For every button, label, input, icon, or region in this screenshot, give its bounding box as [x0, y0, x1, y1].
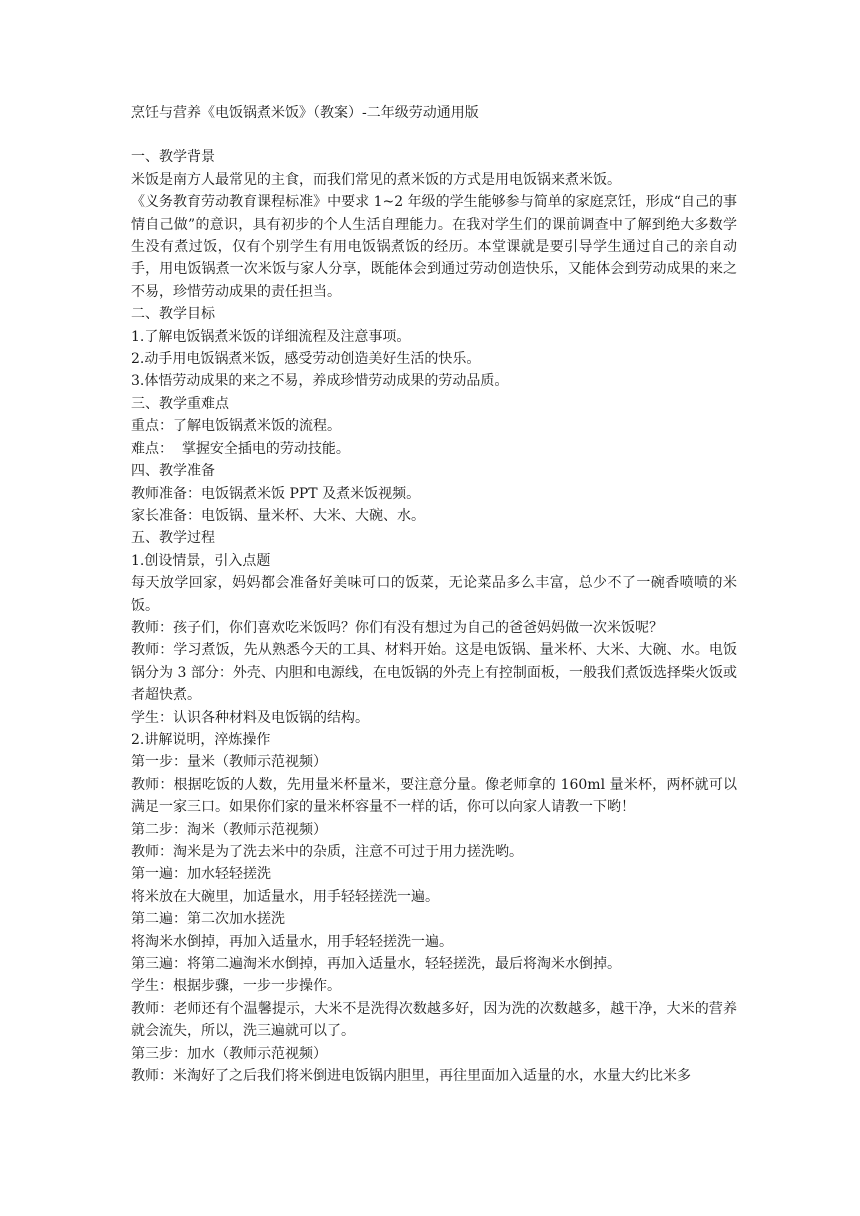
paragraph: 第二遍：第二次加水搓洗 — [131, 911, 285, 928]
list-item: 3.体悟劳动成果的来之不易，养成珍惜劳动成果的劳动品质。 — [131, 373, 509, 390]
paragraph: 教师：孩子们，你们喜欢吃米饭吗？你们有没有想过为自己的爸爸妈妈做一次米饭呢？ — [131, 619, 663, 636]
paragraph: 将淘米水倒掉，再加入适量水，用手轻轻搓洗一遍。 — [131, 933, 453, 950]
section-heading-key-points: 三、教学重难点 — [131, 395, 229, 412]
paragraph: 家长准备：电饭锅、量米杯、大米、大碗、水。 — [131, 507, 425, 524]
subheading: 1.创设情景，引入点题 — [131, 552, 271, 569]
paragraph: 每天放学回家，妈妈都会准备好美味可口的饭菜，无论菜品多么丰富，总少不了一碗香喷喷的米饭。 — [131, 575, 737, 614]
subheading: 2.讲解说明，淬炼操作 — [131, 731, 271, 748]
list-item: 2.动手用电饭锅煮米饭，感受劳动创造美好生活的快乐。 — [131, 351, 481, 368]
paragraph: 教师：米淘好了之后我们将米倒进电饭锅内胆里，再往里面加入适量的水，水量大约比米多 — [131, 1068, 691, 1085]
step-heading: 第一步：量米（教师示范视频） — [131, 754, 327, 771]
paragraph: 米饭是南方人最常见的主食，而我们常见的煮米饭的方式是用电饭锅来煮米饭。 — [131, 171, 621, 188]
paragraph: 第三遍：将第二遍淘米水倒掉，再加入适量水，轻轻搓洗，最后将淘米水倒掉。 — [131, 956, 621, 973]
document-title: 烹饪与营养《电饭锅煮米饭》（教案）-二年级劳动通用版 — [131, 105, 479, 121]
paragraph: 将米放在大碗里，加适量水，用手轻轻搓洗一遍。 — [131, 888, 439, 905]
paragraph: 学生：根据步骤，一步一步操作。 — [131, 978, 341, 995]
paragraph: 教师：老师还有个温馨提示，大米不是洗得次数越多好，因为洗的次数越多，越干净，大米的营养就会流失，所以，洗三遍就可以了。 — [131, 1000, 737, 1040]
section-heading-process: 五、教学过程 — [131, 530, 215, 547]
paragraph: 教师：根据吃饭的人数，先用量米杯量米，要注意分量。像老师拿的 160ml 量米杯，两杯就可以满足一家三口。如果你们家的量米杯容量不一样的话，你可以向家人请教一下哟！ — [131, 776, 737, 816]
paragraph: 教师准备：电饭锅煮米饭 PPT 及煮米饭视频。 — [131, 485, 421, 502]
section-heading-objectives: 二、教学目标 — [131, 306, 215, 323]
paragraph: 《义务教育劳动教育课程标准》中要求 1~2 年级的学生能够参与简单的家庭烹饪，形成“自己的事情自己做”的意识，具有初步的个人生活自理能力。在我对学生们的课前调查中了解到绝大多数学生没有煮过饭，仅有个别学生有用电饭锅煮饭的经历。本堂课就是要引导学生通过自己的亲自动手，用电饭锅煮一次米饭与家人分享，既能体会到通过劳动创造快乐，又能体会到劳动成果的来之不易，珍惜劳动成果的责任担当。 — [131, 194, 737, 300]
paragraph: 学生：认识各种材料及电饭锅的结构。 — [131, 709, 369, 726]
paragraph: 教师：淘米是为了洗去米中的杂质，注意不可过于用力搓洗哟。 — [131, 844, 523, 860]
paragraph: 第一遍：加水轻轻搓洗 — [131, 866, 271, 883]
section-heading-preparation: 四、教学准备 — [131, 463, 215, 480]
paragraph: 重点：了解电饭锅煮米饭的流程。 — [131, 418, 341, 435]
step-heading: 第二步：淘米（教师示范视频） — [131, 821, 327, 838]
step-heading: 第三步：加水（教师示范视频） — [131, 1045, 327, 1062]
paragraph: 难点： 掌握安全插电的劳动技能。 — [131, 440, 350, 457]
section-heading-background: 一、教学背景 — [131, 149, 215, 166]
list-item: 1.了解电饭锅煮米饭的详细流程及注意事项。 — [131, 328, 411, 345]
paragraph: 教师：学习煮饭，先从熟悉今天的工具、材料开始。这是电饭锅、量米杯、大米、大碗、水。电饭锅分为 3 部分：外壳、内胆和电源线，在电饭锅的外壳上有控制面板，一般我们煮饭选择柴火饭或者超快煮。 — [131, 642, 737, 704]
document-body — [131, 102, 737, 1087]
